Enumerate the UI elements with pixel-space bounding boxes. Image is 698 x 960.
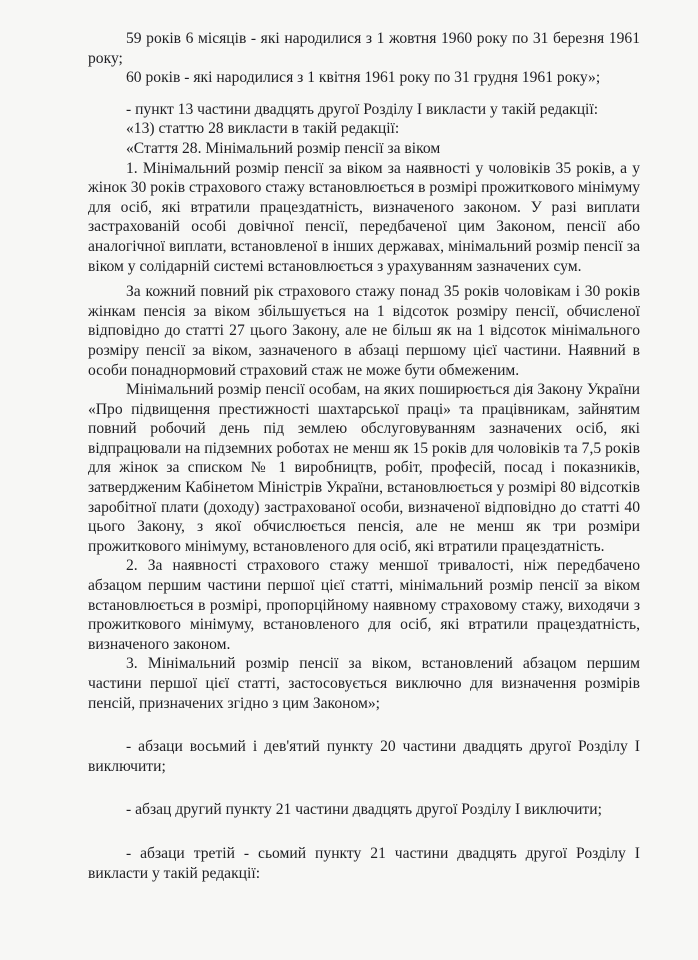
paragraph-item-20-exclude: - абзаци восьмий і дев'ятий пункту 20 частини двадцять другої Розділу I виключити; <box>88 738 640 775</box>
paragraph-article-28-intro: «13) статтю 28 викласти в такій редакції: <box>126 120 400 138</box>
article-28-part-1-para-2: За кожний повний рік страхового стажу понад 35 років чоловікам і 30 років жінкам пенсія за віком збільшується на 1 відсоток розміру пенсії, обчисленої відповідно до статті 27 цього Закону, але не більш як на 1 відсоток мінімального розміру пенсії за віком, зазначеного в абзаці першому цієї частини. Наявний в особи понаднормовий страховий стаж не може бути обмеженим. <box>88 283 640 379</box>
paragraph-item-21-exclude: - абзац другий пункту 21 частини двадцять другої Розділу I виключити; <box>126 801 602 819</box>
paragraph-item-13-intro: - пункт 13 частини двадцять другої Розділу I викласти у такій редакції: <box>126 100 599 118</box>
article-28-part-1-para-3: Мінімальний розмір пенсії особам, на яких поширюється дія Закону України «Про підвищення престижності шахтарської праці» та працівникам, зайнятим повний робочий день під землею обслуговуванням зазначених осіб, які відпрацювали на підземних роботах не менш як 15 років для чоловіків та 7,5 років для жінок за списком № 1 виробництв, робіт, професій, посад і показників, затвердженим Кабінетом Міністрів України, встановлюється у розмірі 80 відсотків заробітної плати (доходу) застрахованої особи, визначеної відповідно до статті 40 цього Закону, з якої обчислюється пенсія, але не менш як три розміри прожиткового мінімуму, встановленого для осіб, які втратили працездатність. <box>88 381 640 555</box>
article-28-part-2: 2. За наявності страхового стажу меншої тривалості, ніж передбачено абзацом першим частини першої цієї статті, мінімальний розмір пенсії за віком встановлюється в розмірі, пропорційному наявному страховому стажу, виходячи з прожиткового мінімуму, встановленого для осіб, які втратили працездатність, визначеного законом. <box>88 557 640 653</box>
article-28-part-3: 3. Мінімальний розмір пенсії за віком, встановлений абзацом першим частини першої цієї статті, застосовується виключно для визначення розмірів пенсій, призначених згідно з цим Законом»; <box>88 655 640 712</box>
article-28-part-1: 1. Мінімальний розмір пенсії за віком за наявності у чоловіків 35 років, а у жінок 30 років страхового стажу встановлюється в розмірі прожиткового мінімуму для осіб, які втратили працездатність, визначеного законом. У разі виплати застрахованій особі довічної пенсії, передбаченої цим Законом, пенсії або аналогічної виплати, встановленої в інших державах, мінімальний розмір пенсії за віком у солідарній системі встановлюється з урахуванням зазначених сум. <box>88 159 641 275</box>
article-28-heading: «Стаття 28. Мінімальний розмір пенсії за віком <box>126 139 441 157</box>
paragraph-age-59: 59 років 6 місяців - які народилися з 1 жовтня 1960 року по 31 березня 1961 року; <box>88 30 640 67</box>
paragraph-item-21-new-edition: - абзаци третій - сьомий пункту 21 частини двадцять другої Розділу I викласти у такій редакції: <box>88 844 640 882</box>
paragraph-age-60: 60 років - які народилися з 1 квітня 1961 року по 31 грудня 1961 року»; <box>126 69 601 87</box>
